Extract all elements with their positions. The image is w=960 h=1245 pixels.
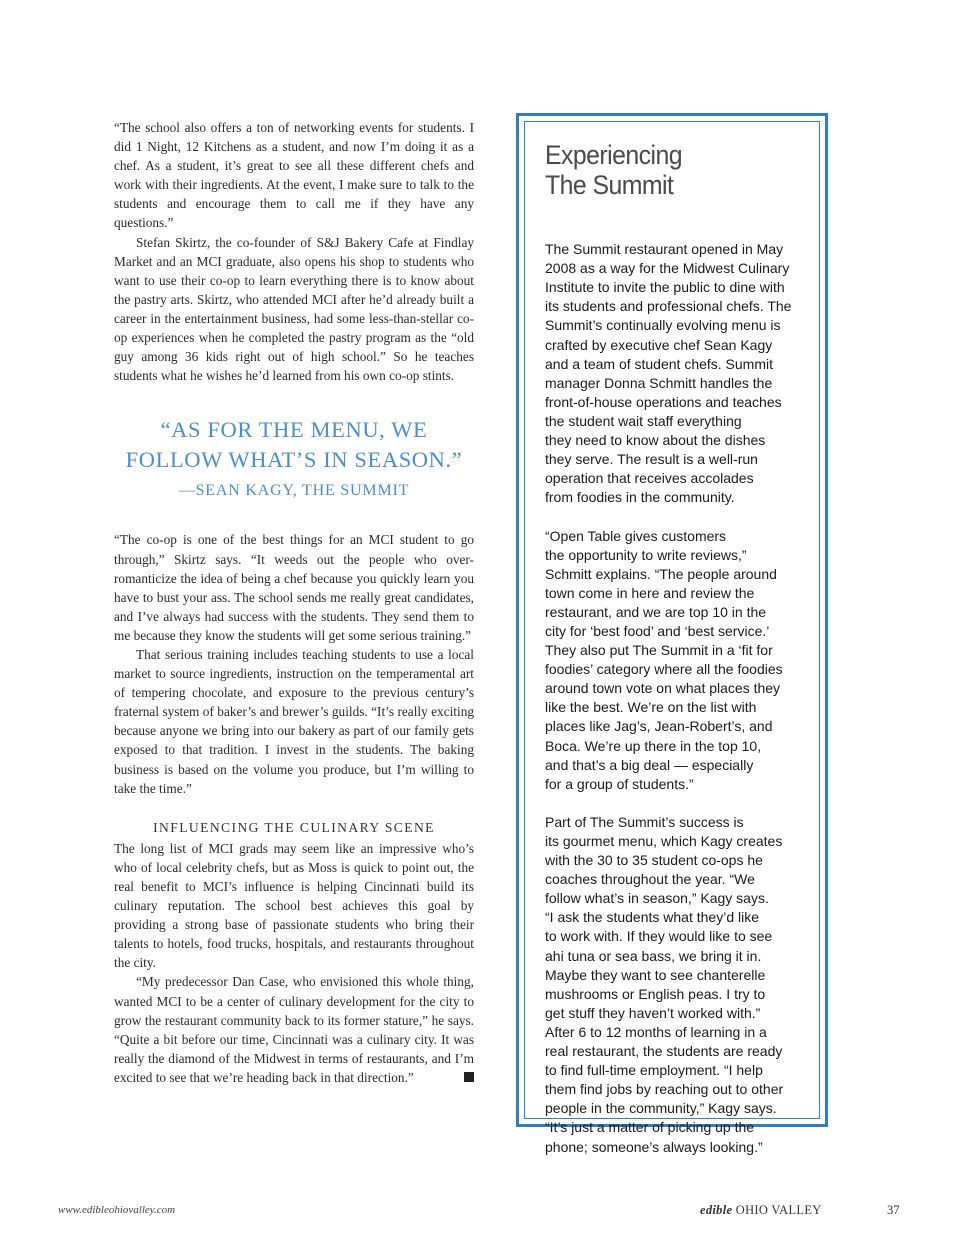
sidebar-paragraph: The Summit restaurant opened in May 2008 as a way for the Midwest Culinary Institute to invite the public to dine with its students and professional chefs. The Summit’s continually evolving menu is crafted by executive chef Sean Kagy and a team of student chefs. Summit manager Donna Schmitt handles the front-of-house operations and teaches the student wait staff everything they need to know about the dishes they serve. The result is a well-run operation that receives accolades from foodies in the community. <box>545 241 792 506</box>
article-paragraph: Stefan Skirtz, the co-founder of S&J Bakery Cafe at Findlay Market and an MCI graduate, also opens his shop to students who want to use their co-op to learn everything there is to know about the pastry arts. Skirtz, who attended MCI after he’d already built a career in the entertainment business, had some less-than-stellar co-op experiences when he completed the pastry program as the “old guy among 36 kids right out of high school.” So he teaches students what he wishes he’d learned from his own co-op stints. <box>114 234 474 384</box>
page-number: 37 <box>887 1203 900 1217</box>
sidebar-paragraph: Part of The Summit’s success is its gourmet menu, which Kagy creates with the 30 to 35 student co-ops he coaches throughout the year. “We follow what’s in season,” Kagy says. “I ask the students what they’d like to work with. If they would like to see ahi tuna or sea bass, we bring it in. Maybe they want to see chanterelle mushrooms or English peas. I try to get stuff they haven’t worked with.” After 6 to 12 months of learning in a real restaurant, the students are ready to find full-time employment. “I help them find jobs by reaching out to other people in the community,” Kagy says. “It’s just a matter of picking up the phone; someone’s always looking.” <box>545 813 784 1155</box>
article-paragraph: The long list of MCI grads may seem like an impressive who’s who of local celebrity chefs, but as Moss is quick to point out, the real benefit to MCI’s influence is helping Cincinnati build its culinary reputation. The school best achieves this goal by providing a strong base of passionate students who bring their talents to hotels, food trucks, hospitals, and restaurants throughout the city. <box>114 840 474 971</box>
sidebar-title-line: The Summit <box>545 170 674 200</box>
section-subhead: INFLUENCING THE CULINARY SCENE <box>153 819 435 835</box>
end-mark-icon <box>464 1072 474 1082</box>
article-paragraph-text: “My predecessor Dan Case, who envisioned this whole thing, wanted MCI to be a center of culinary development for the city to grow the restaurant community back to its former stature,” he says. “Quite a bit before our time, Cincinnati was a culinary city. It was really the diamond of the Midwest in terms of restaurants, and I’m excited to see that we’re heading back in that direction.” <box>114 974 474 1085</box>
footer-brand-name: OHIO VALLEY <box>735 1203 822 1217</box>
footer-brand-edible: edible <box>700 1203 733 1217</box>
article-paragraph <box>114 972 474 1087</box>
footer-brand <box>700 1203 822 1218</box>
sidebar-paragraph: “Open Table gives customers the opportunity to write reviews,” Schmitt explains. “The people around town come in here and review the restaurant, and we are top 10 in the city for ‘best food’ and ‘best service.’ They also put The Summit in a ‘fit for foodies’ category where all the foodies around town vote on what places they like the best. We’re on the list with places like Jag’s, Jean-Robert’s, and Boca. We’re up there in the top 10, and that’s a big deal — especially for a group of students.” <box>545 527 783 792</box>
sidebar-title <box>545 140 784 200</box>
article-paragraph: “The school also offers a ton of networking events for students. I did 1 Night, 12 Kitchens as a student, and now I’m doing it as a chef. As a student, it’s great to see all these different chefs and work with their ingredients. At the event, I make sure to talk to the students and encourage them to call me if they have any questions.” <box>114 120 474 231</box>
sidebar-box <box>516 113 828 1155</box>
article-paragraph: “The co-op is one of the best things for an MCI student to go through,” Skirtz says. “It weeds out the people who over-romanticize the idea of being a chef because you quickly learn you have to bust your ass. The school sends me really great candidates, and I’ve always had success with the students. They send them to me because they know the students will get some serious training.” <box>114 532 474 643</box>
pull-quote-text: “AS FOR THE MENU, WE FOLLOW WHAT’S IN SEASON.” <box>125 417 463 473</box>
sidebar-body <box>545 221 803 1176</box>
article-column <box>114 118 474 1087</box>
pull-quote <box>114 415 474 500</box>
sidebar-title-line: Experiencing <box>545 140 682 170</box>
footer-url: www.edibleohiovalley.com <box>58 1204 176 1216</box>
pull-quote-attribution: —SEAN KAGY, THE SUMMIT <box>178 482 410 500</box>
article-paragraph: That serious training includes teaching students to use a local market to source ingredients, instruction on the temperamental art of tempering chocolate, and exposure to the previous century’s fraternal system of baker’s and brewer’s guilds. “It’s really exciting because anyone we bring into our bakery as part of our family gets exposed to that tradition. I invest in the students. The baking business is based on the volume you produce, but I’m willing to take the time.” <box>114 646 474 796</box>
